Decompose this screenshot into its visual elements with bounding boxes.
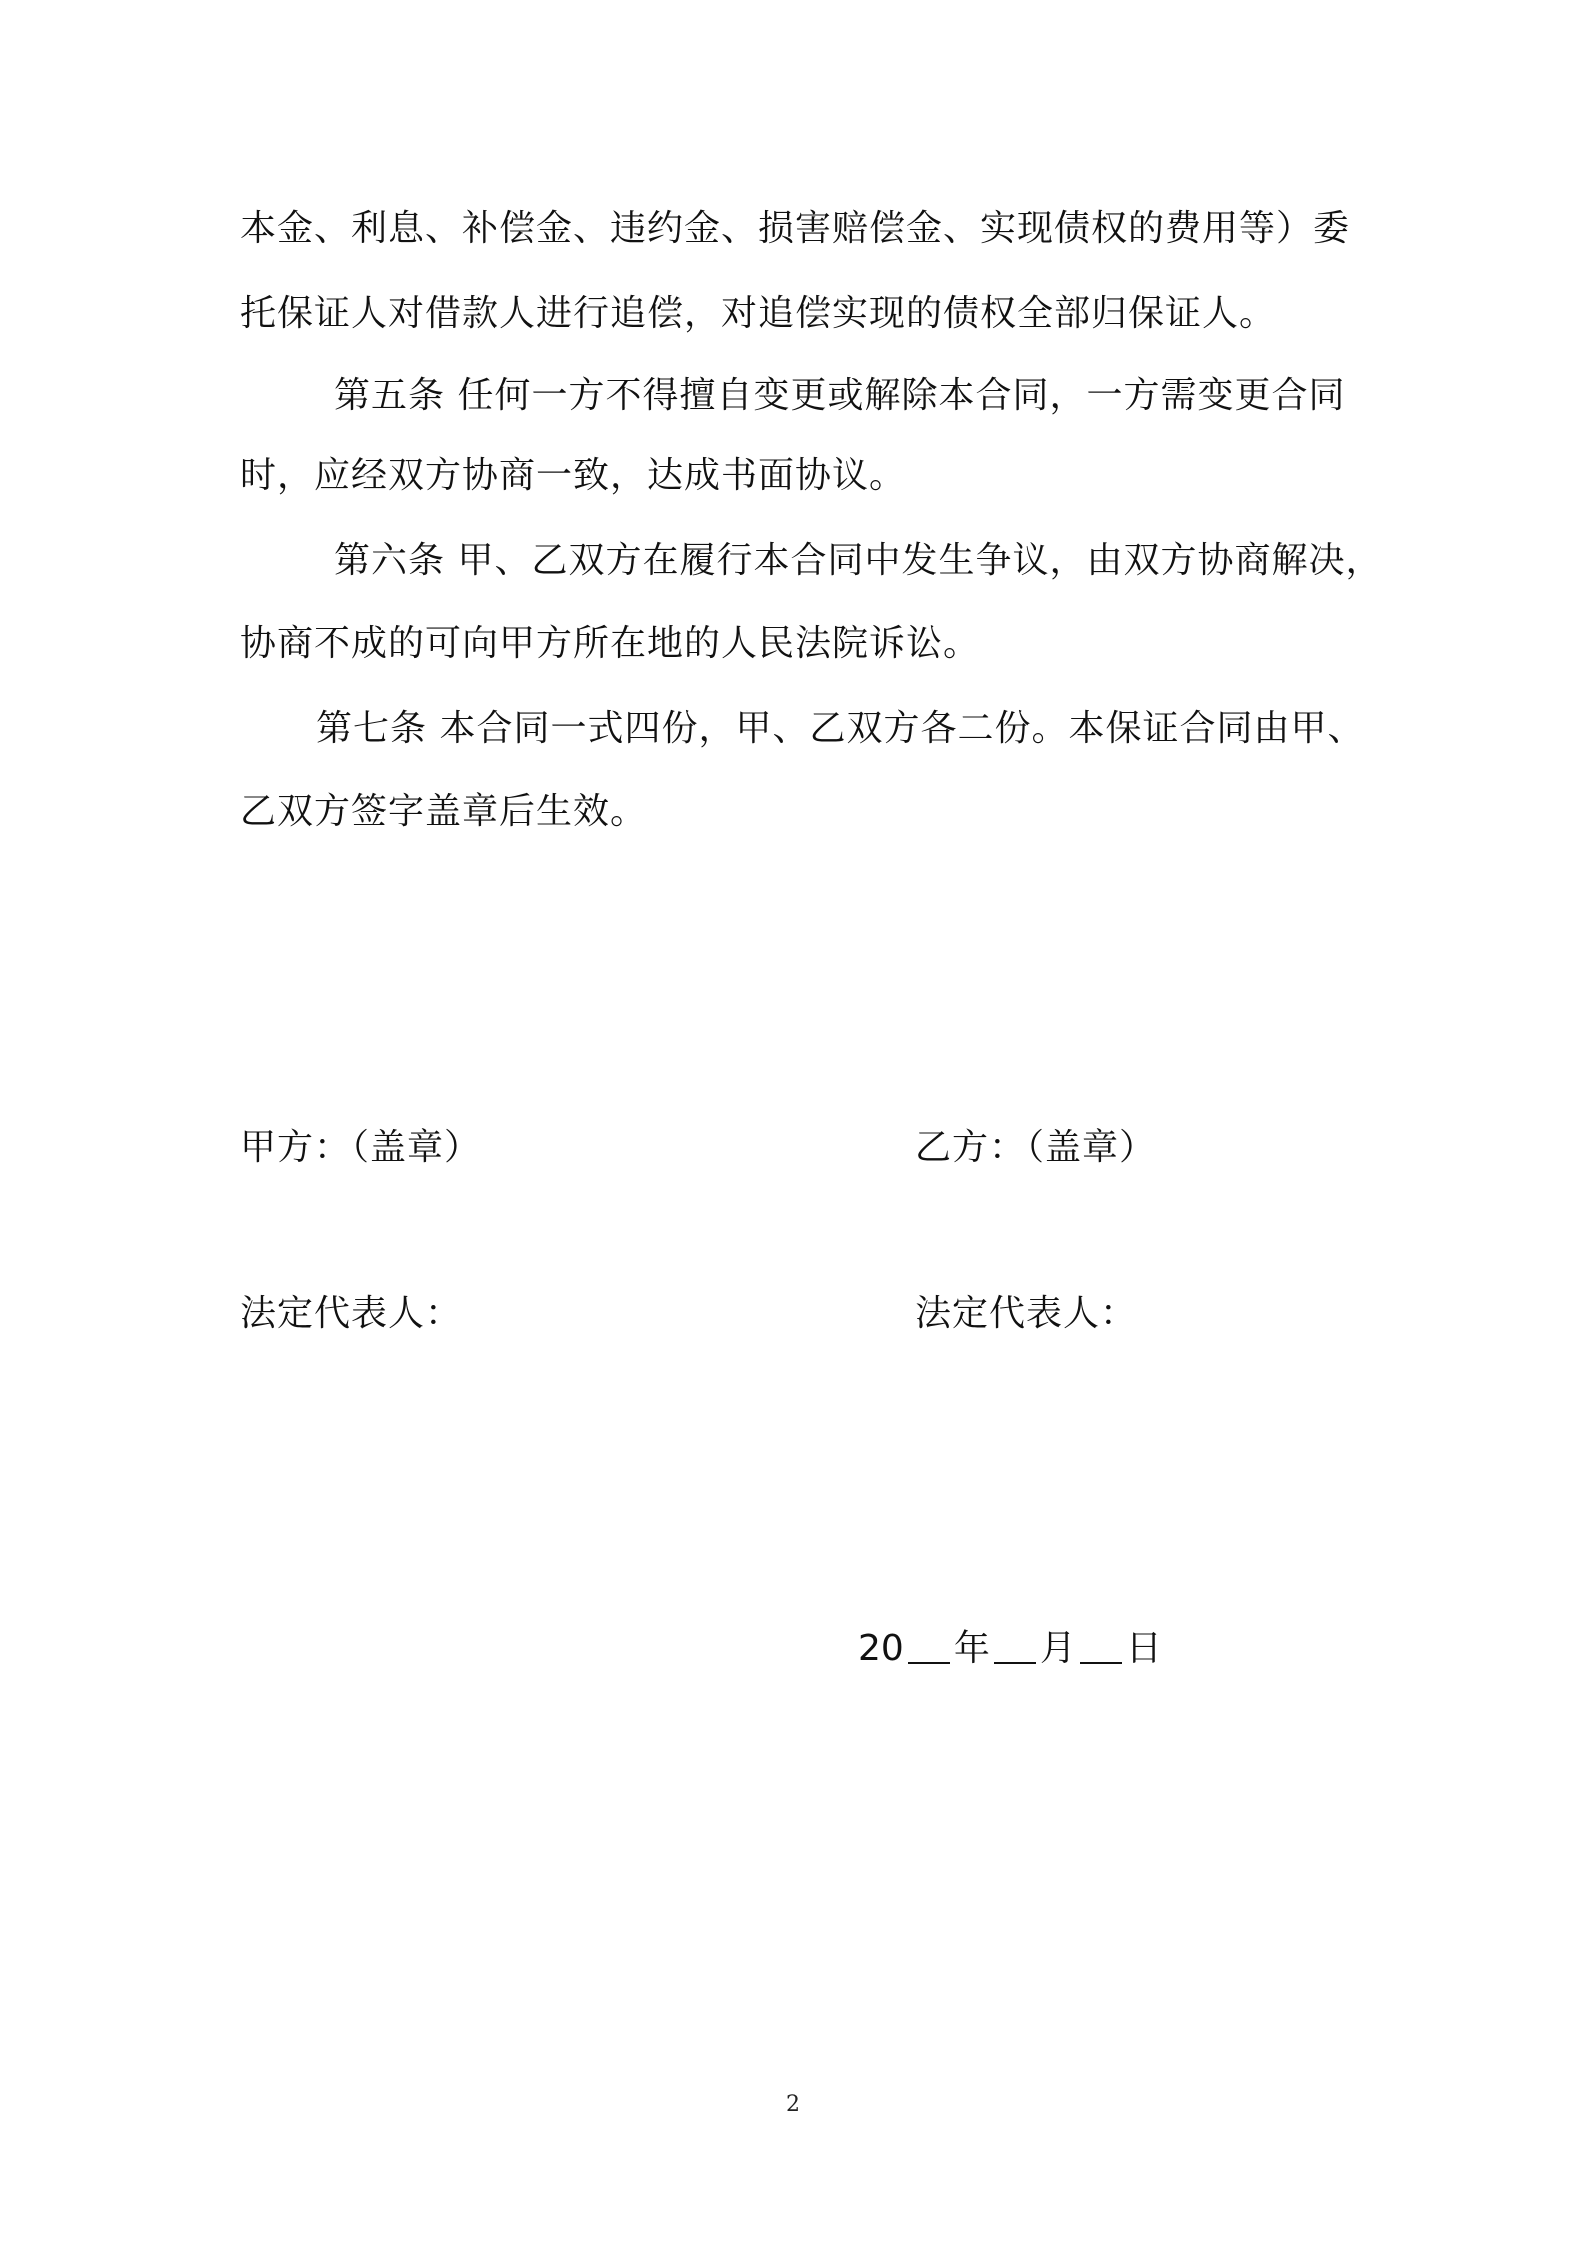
month-blank: [994, 1626, 1036, 1664]
date-year-label: 年: [953, 1628, 990, 1669]
article-5-line-2: 时，应经双方协商一致，达成书面协议。: [240, 455, 907, 496]
year-blank: [908, 1626, 950, 1664]
party-a-representative-label: 法定代表人：: [240, 1293, 463, 1334]
party-a-seal-label: 甲方：（盖章）: [240, 1127, 482, 1168]
date-month-label: 月: [1039, 1628, 1076, 1669]
party-b-seal-label: 乙方：（盖章）: [915, 1127, 1157, 1168]
article-7-line-2: 乙双方签字盖章后生效。: [240, 791, 648, 832]
party-b-representative-label: 法定代表人：: [915, 1293, 1138, 1334]
signing-date: [858, 1625, 1162, 1673]
article-6-line-2: 协商不成的可向甲方所在地的人民法院诉讼。: [240, 623, 981, 664]
page-number: 2: [786, 2092, 800, 2117]
article-7-line-1: 第七条 本合同一式四份，甲、乙双方各二份。本保证合同由甲、: [316, 708, 1365, 749]
body-line-1: 本金、利息、补偿金、违约金、损害赔偿金、实现债权的费用等）委: [240, 208, 1351, 249]
day-blank: [1080, 1626, 1122, 1664]
article-5-line-1: 第五条 任何一方不得擅自变更或解除本合同，一方需变更合同: [334, 375, 1346, 416]
article-6-line-1: 第六条 甲、乙双方在履行本合同中发生争议，由双方协商解决，: [334, 540, 1383, 581]
body-line-2: 托保证人对借款人进行追偿，对追偿实现的债权全部归保证人。: [240, 293, 1277, 334]
date-prefix: 20: [858, 1628, 904, 1669]
date-day-label: 日: [1125, 1628, 1162, 1669]
